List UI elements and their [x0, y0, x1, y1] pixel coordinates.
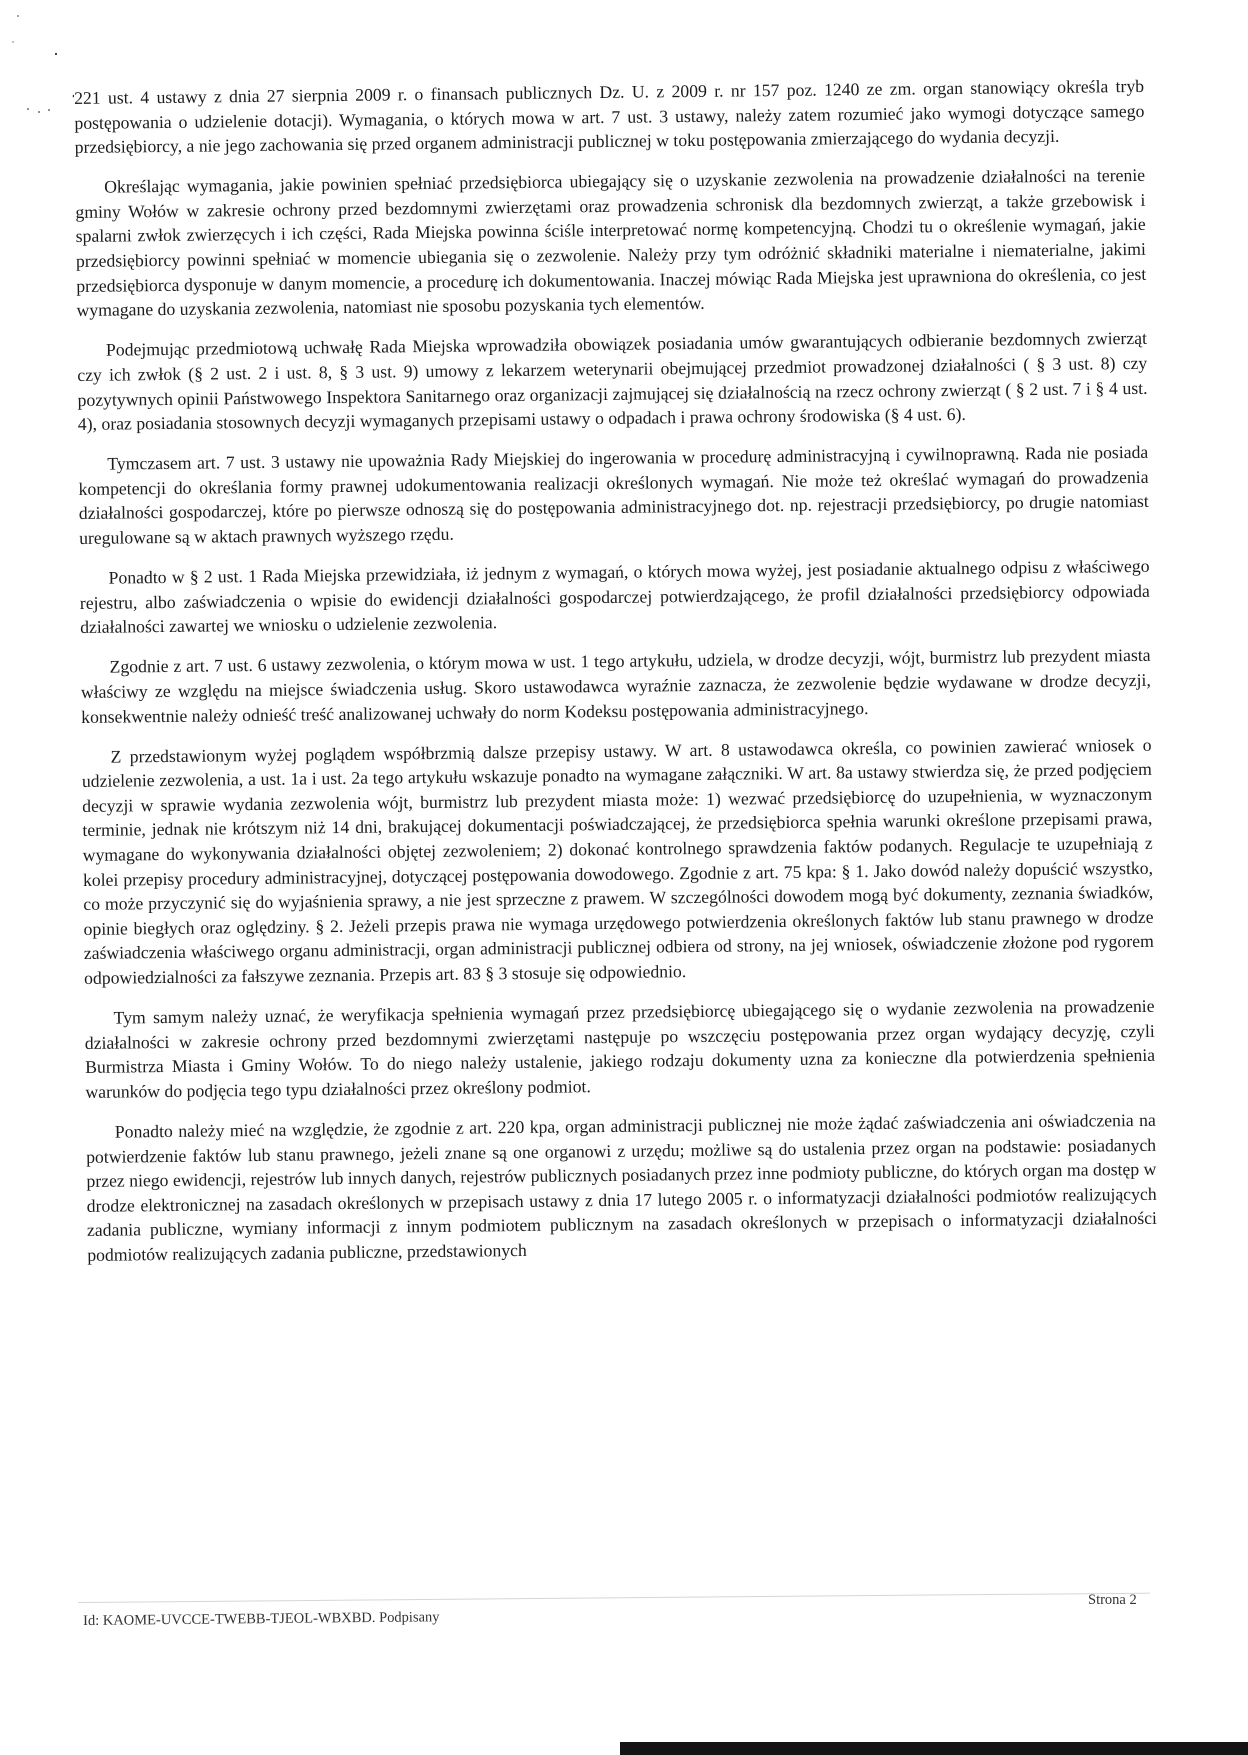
- paragraph-council-competence: Tymczasem art. 7 ust. 3 ustawy nie upoważnia Rady Miejskiej do ingerowania w procedurę administracyjną i cywilnoprawną. Rada nie posiada kompetencji do określania formy prawnej udokumentowania realizacji określonych wymagań. Nie może też określać wymagań do prowadzenia działalności gospodarczej, które po pierwsze odnoszą się do postępowania administracyjnego dot. np. rejestracji przedsiębiorcy, po drugie natomiast uregulowane są w aktach prawnych wyższego rzędu.: [78, 442, 1149, 548]
- document-id: Id: KAOME-UVCCE-TWEBB-TJEOL-WBXBD. Podpisany: [83, 1609, 440, 1629]
- paragraph-permit-decision: Zgodnie z art. 7 ust. 6 ustawy zezwolenia, o którym mowa w ust. 1 tego artykułu, udziela, w drodze decyzji, wójt, burmistrz lub prezydent miasta właściwy ze względu na miejsce świadczenia usług. Skoro ustawodawca wyraźnie zaznacza, że zezwolenie będzie wydawane w drodze decyzji, konsekwentnie należy odnieść treść analizowanej uchwały do norm Kodeksu postępowania administracyjnego.: [80, 645, 1151, 727]
- scan-artifact-marks: [4, 4, 74, 134]
- paragraph-requirements-interpretation: Określając wymagania, jakie powinien spełniać przedsiębiorca ubiegający się o uzyskanie zezwolenia na prowadzenie działalności na terenie gminy Wołów w zakresie ochrony przed bezdomnymi zwierzętami oraz prowadzenia schronisk dla bezdomnych zwierząt, a także grzebowisk i spalarni zwłok zwierzęcych i ich części, Rada Miejska powinna ściśle interpretować normę kompetencyjną. Chodzi tu o określenie wymagań, jakie przedsiębiorcy powinni spełniać w momencie ubiegania się o zezwolenie. Należy przy tym odróżnić składniki materialne i niematerialne, jakimi przedsiębiorca dysponuje w danym momencie, a procedurę ich dokumentowania. Inaczej mówiąc Rada Miejska jest uprawniona do określenia, co jest wymagane do uzyskania zezwolenia, natomiast nie sposobu pozyskania tych elementów.: [75, 165, 1147, 321]
- paragraph-statutory-provisions: Z przedstawionym wyżej poglądem współbrzmią dalsze przepisy ustawy. W art. 8 ustawodawca określa, co powinien zawierać wniosek o udzielenie zezwolenia, a ust. 1a i ust. 2a tego artykułu wskazuje ponadto na wymagane załączniki. W art. 8a ustawy stwierdza się, że przed podjęciem decyzji w sprawie wydania zezwolenia wójt, burmistrz lub prezydent miasta może: 1) wezwać przedsiębiorcę do uzupełnienia, w wyznaczonym terminie, jednak nie krótszym niż 14 dni, brakującej dokumentacji poświadczającej, że przedsiębiorca spełnia warunki określone przepisami prawa, wymagane do wykonywania działalności objętej zezwoleniem; 2) dokonać kontrolnego sprawdzenia faktów podanych. Regulacje te uzupełniają z kolei przepisy procedury administracyjnej, dotyczącej postępowania dowodowego. Zgodnie z art. 75 kpa: § 1. Jako dowód należy dopuścić wszystko, co może przyczynić się do wyjaśnienia sprawy, a nie jest sprzeczne z prawem. W szczególności dowodem mogą być dokumenty, zeznania świadków, opinie biegłych oraz oględziny. § 2. Jeżeli przepis prawa nie wymaga urzędowego potwierdzenia określonych faktów lub stanu prawnego w drodze zaświadczenia właściwego organu administracji, organ administracji publicznej odbiera od strony, na jej wniosek, oświadczenie złożone pod rygorem odpowiedzialności za fałszywe zeznania. Przepis art. 83 § 3 stosuje się odpowiednio.: [81, 734, 1154, 988]
- paragraph-article-220: Ponadto należy mieć na względzie, że zgodnie z art. 220 kpa, organ administracji publicznej nie może żądać zaświadczenia ani oświadczenia na potwierdzenie faktów lub stanu prawnego, jeżeli znane są one organowi z urzędu; możliwe są do ustalenia przez organ na podstawie: posiadanych przez niego ewidencji, rejestrów lub innych danych, rejestrów publicznych posiadanych przez inne podmioty publiczne, do których organ ma dostęp w drodze elektronicznej na zasadach określonych w przepisach ustawy z dnia 17 lutego 2005 r. o informatyzacji działalności podmiotów realizujących zadania publiczne, wymiany informacji z innym podmiotem publicznym na zasadach określonych w przepisach o informatyzacji działalności podmiotów realizujących zadania publiczne, przedstawionych: [86, 1109, 1158, 1265]
- paragraph-continuation: 221 ust. 4 ustawy z dnia 27 sierpnia 2009 r. o finansach publicznych Dz. U. z 2009 r. nr 157 poz. 1240 ze zm. organ stanowiący określa tryb postępowania o udzielenie dotacji). Wymagania, o których mowa w art. 7 ust. 3 ustawy, należy zatem rozumieć jako wymogi dotyczące samego przedsiębiorcy, a nie jego zachowania się przed organem administracji publicznej w toku postępowania zmierzającego do wydania decyzji.: [74, 75, 1145, 158]
- page-number: Strona 2: [1088, 1592, 1137, 1608]
- paragraph-verification: Tym samym należy uznać, że weryfikacja spełnienia wymagań przez przedsiębiorcę ubiegającego się o wydanie zezwolenia na prowadzenie działalności w zakresie ochrony przed bezdomnymi zwierzętami następuje po wszczęciu postępowania przez organ wydający decyzję, czyli Burmistrza Miasta i Gminy Wołów. To do niego należy ustalenie, jakiego rodzaju dokumenty uzna za konieczne dla potwierdzenia spełnienia warunków do podjęcia tego typu działalności przez określony podmiot.: [84, 995, 1156, 1102]
- paragraph-register-extract: Ponadto w § 2 ust. 1 Rada Miejska przewidziała, iż jednym z wymagań, o których mowa wyżej, jest posiadanie aktualnego odpisu z właściwego rejestru, albo zaświadczenia o wpisie do ewidencji działalności gospodarczej potwierdzającego, że profil działalności przedsiębiorcy odpowiada działalności zawartej we wniosku o udzielenie zezwolenia.: [79, 555, 1150, 638]
- scan-edge-shadow: [620, 1742, 1248, 1755]
- paragraph-resolution-obligations: Podejmując przedmiotową uchwałę Rada Miejska wprowadziła obowiązek posiadania umów gwarantujących odbieranie bezdomnych zwierząt czy ich zwłok (§ 2 ust. 2 i ust. 8, § 3 ust. 9) umowy z lekarzem weterynarii obejmującej przedmiot prowadzonej działalności ( § 3 ust. 8) czy pozytywnych opinii Państwowego Inspektora Sanitarnego oraz organizacji zajmującej się działalnością na rzecz ochrony zwierząt ( § 2 ust. 7 i § 4 ust. 4), oraz posiadania stosownych decyzji wymaganych przepisami ustawy o odpadach i prawa ochrony środowiska (§ 4 ust. 6).: [77, 328, 1148, 435]
- footer-divider: [78, 1593, 1150, 1603]
- document-body: [74, 74, 1158, 1283]
